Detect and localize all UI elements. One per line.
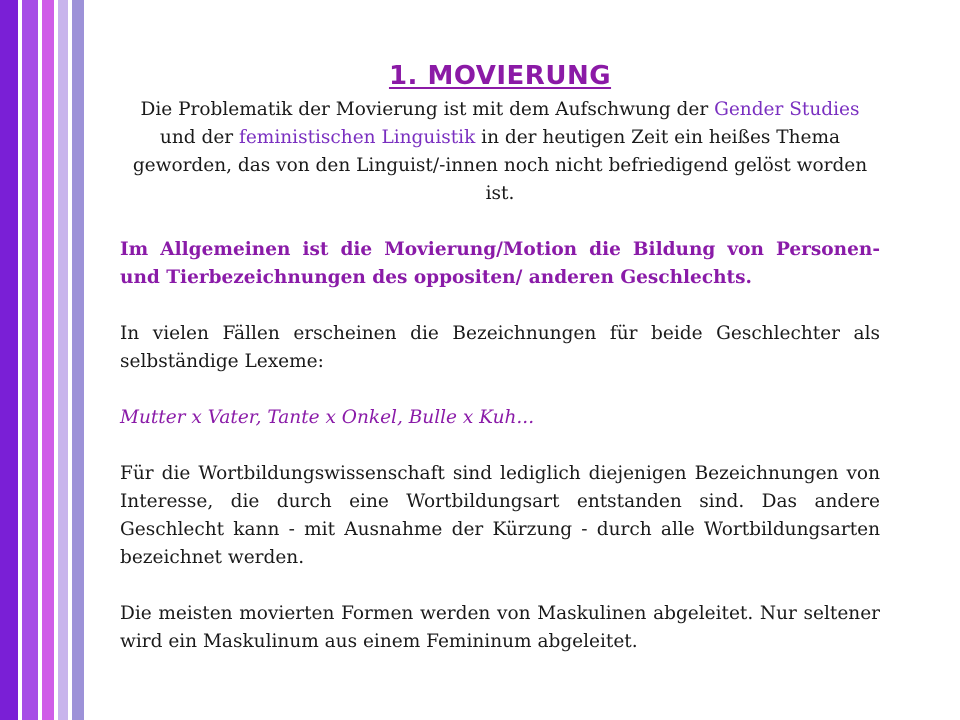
wortbildung-paragraph: Für die Wortbildungswissenschaft sind lediglich diejenigen Bezeichnungen von Interesse, die durch eine Wortbildungsart entstanden sind. Das andere Geschlecht kann - mit Ausnahme der Kürzung - durch alle Wortbildungsarten bezeichnet werden. xyxy=(120,463,880,568)
stripe-1 xyxy=(0,0,18,720)
slide-title: 1. MOVIERUNG xyxy=(388,61,612,91)
intro-paragraph xyxy=(120,96,880,208)
highlight-feministische-linguistik: feministischen Linguistik xyxy=(239,127,476,148)
stripe-2 xyxy=(22,0,38,720)
stripe-3 xyxy=(42,0,54,720)
intro-text-3: in der heutigen Zeit ein heißes Thema geworden, das von den Linguist/-innen noch nicht befriedigend gelöst worden ist. xyxy=(132,127,868,204)
stripe-4 xyxy=(58,0,68,720)
intro-text-1: Die Problematik der Movierung ist mit dem Aufschwung der xyxy=(140,99,715,120)
decorative-stripes xyxy=(0,0,100,720)
intro-text-2: und der xyxy=(159,127,239,148)
stripe-5 xyxy=(72,0,84,720)
slide-content xyxy=(120,58,880,656)
examples-line: Mutter x Vater, Tante x Onkel, Bulle x Kuh... xyxy=(120,407,535,428)
maskulin-paragraph: Die meisten movierten Formen werden von Maskulinen abgeleitet. Nur seltener wird ein Maskulinum aus einem Femininum abgeleitet. xyxy=(120,603,880,652)
lexemes-paragraph: In vielen Fällen erscheinen die Bezeichnungen für beide Geschlechter als selbständige Lexeme: xyxy=(120,323,880,372)
highlight-gender-studies: Gender Studies xyxy=(714,99,860,120)
definition-paragraph: Im Allgemeinen ist die Movierung/Motion die Bildung von Personen- und Tierbezeichnungen des oppositen/ anderen Geschlechts. xyxy=(120,239,880,288)
